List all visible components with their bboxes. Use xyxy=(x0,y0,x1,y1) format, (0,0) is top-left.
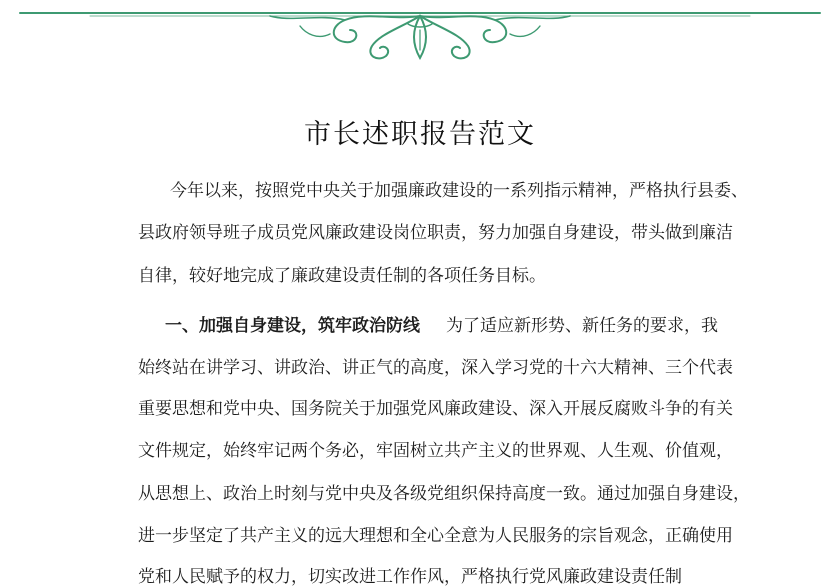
section-1-line-5-text: 从思想上、政治上时刻与党中央及各级党组织保持高度一致。通过加强自身建设， xyxy=(138,484,750,504)
section-1-line-3-text: 重要思想和党中央、国务院关于加强党风廉政建设、深入开展反腐败斗争的有关 xyxy=(138,399,733,419)
section-1-line-7 xyxy=(138,566,708,588)
flourish-ornament-icon xyxy=(0,0,840,70)
section-1-line-6-text: 进一步坚定了共产主义的远大理想和全心全意为人民服务的宗旨观念，正确使用 xyxy=(138,526,733,546)
document-title: 市长述职报告范文 xyxy=(304,119,536,150)
section-1-line-3 xyxy=(138,398,733,420)
intro-line-3-text: 自律，较好地完成了廉政建设责任制的各项任务目标。 xyxy=(138,266,546,286)
section-1-first-line xyxy=(165,315,718,337)
intro-line-2 xyxy=(138,222,733,244)
section-1-line-2 xyxy=(138,357,733,379)
section-1-line-2-text: 始终站在讲学习、讲政治、讲正气的高度，深入学习党的十六大精神、三个代表 xyxy=(138,358,733,378)
section-1-line-4-text: 文件规定，始终牢记两个务必，牢固树立共产主义的世界观、人生观、价值观， xyxy=(138,441,733,461)
intro-line-3 xyxy=(138,265,708,287)
intro-line-1-text: 今年以来，按照党中央关于加强廉政建设的一系列指示精神，严格执行县委、 xyxy=(170,181,748,201)
intro-line-2-text: 县政府领导班子成员党风廉政建设岗位职责，努力加强自身建设，带头做到廉洁 xyxy=(138,223,733,243)
intro-line-1 xyxy=(170,180,748,202)
section-1-heading: 一、加强自身建设，筑牢政治防线 xyxy=(165,316,420,336)
section-1-line-6 xyxy=(138,525,733,547)
section-1-line-7-text: 党和人民赋予的权力，切实改进工作作风，严格执行党风廉政建设责任制 xyxy=(138,567,682,587)
section-1-line-5 xyxy=(138,483,750,505)
section-1-line-4 xyxy=(138,440,733,462)
section-1-first-line-text: 为了适应新形势、新任务的要求，我 xyxy=(446,316,718,336)
